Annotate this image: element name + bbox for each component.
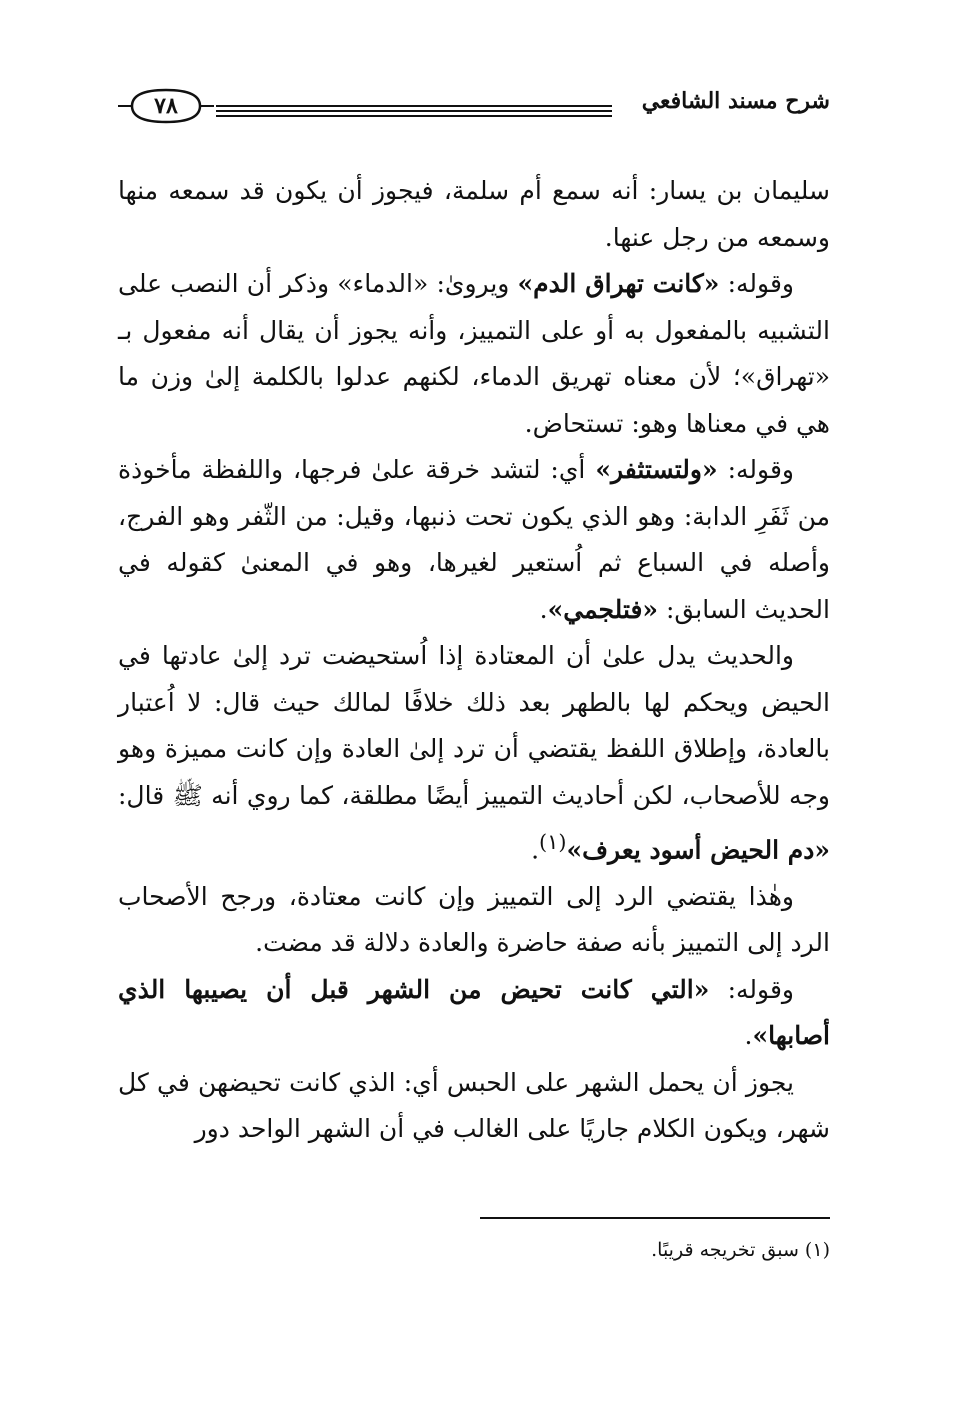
running-title: شرح مسند الشافعي (641, 88, 830, 114)
header-rule (216, 115, 612, 117)
paragraph (118, 967, 830, 1060)
paragraph-text: والحديث يدل علىٰ أن المعتادة إذا اُستحيضت ترد إلىٰ عادتها في الحيض ويحكم لها بالطهر بعد ذلك خلافًا لمالك حيث قال: لا اُعتبار بالعادة، وإطلاق اللفظ يقتضي أن ترد إلىٰ العادة وإن كانت مميزة وهو وجه للأصحاب، لكن أحاديث التمييز أيضًا مطلقة، كما روي أنه ﷺ قال: (118, 641, 830, 810)
paragraph-text: يجوز أن يحمل الشهر على الحبس أي: الذي كانت تحيضهن في كل شهر، ويكون الكلام جاريًا على الغالب في أن الشهر الواحد دور (118, 1067, 830, 1144)
quoted-phrase: «دم الحيض أسود يعرف» (566, 835, 830, 865)
paragraph (118, 633, 830, 874)
header-rule (216, 105, 612, 107)
page-body (118, 168, 830, 1153)
paragraph-text: سليمان بن يسار: أنه سمع أم سلمة، فيجوز أن يكون قد سمعه منها وسمعه من رجل عنها. (118, 176, 830, 252)
quoted-phrase: «التي كانت تحيض من الشهر قبل أن يصيبها الذي أصابها» (118, 974, 830, 1051)
paragraph-text: أي: لتشد خرقة علىٰ فرجها، واللفظة مأخوذة من ثَفَرِ الدابة: وهو الذي يكون تحت ذنبها، وقيل: من الثّفر وهو الفرج، وأصله في السباع ثم اُستعير لغيرها، وهو في المعنىٰ كقوله في الحديث السابق: (118, 455, 830, 624)
footnote: (١) سبق تخريجه قريبًا. (651, 1239, 830, 1261)
paragraph (118, 874, 830, 967)
paragraph (118, 447, 830, 633)
paragraph-text: وهٰذا يقتضي الرد إلى التمييز وإن كانت معتادة، ورجح الأصحاب الرد إلى التمييز بأنه صفة حاضرة والعادة دلالة قد مضت. (118, 881, 830, 958)
paragraph-text: . (531, 835, 540, 865)
paragraph-text: . (539, 594, 548, 624)
paragraph-text: وقوله: (717, 455, 794, 484)
footnote-separator (480, 1217, 830, 1219)
page-number-badge (118, 86, 214, 126)
paragraph (118, 1060, 830, 1153)
quoted-phrase: «فتلجمي» (547, 594, 659, 624)
quoted-phrase: «ولتستثفر» (595, 455, 718, 484)
paragraph-text: وقوله: (719, 269, 794, 298)
paragraph (118, 168, 830, 261)
quoted-phrase: «كانت تهراق الدم» (517, 269, 720, 298)
header-rule (216, 110, 612, 112)
footnote-ref: (١) (539, 830, 567, 854)
page-header (118, 80, 830, 136)
page-number: ٧٨ (154, 93, 178, 119)
paragraph-text: وقوله: (709, 974, 794, 1004)
paragraph-text: ويروىٰ: «الدماء» وذكر أن النصب على التشبيه بالمفعول به أو على التمييز، وأنه يجوز أن يقال أنه مفعول بـ «تهراق»؛ لأن معناه تهريق الدماء، لكنهم عدلوا بالكلمة إلىٰ وزن ما هي في معناها وهو: تستحاض. (118, 269, 830, 438)
paragraph-text: . (744, 1021, 753, 1051)
paragraph (118, 261, 830, 447)
